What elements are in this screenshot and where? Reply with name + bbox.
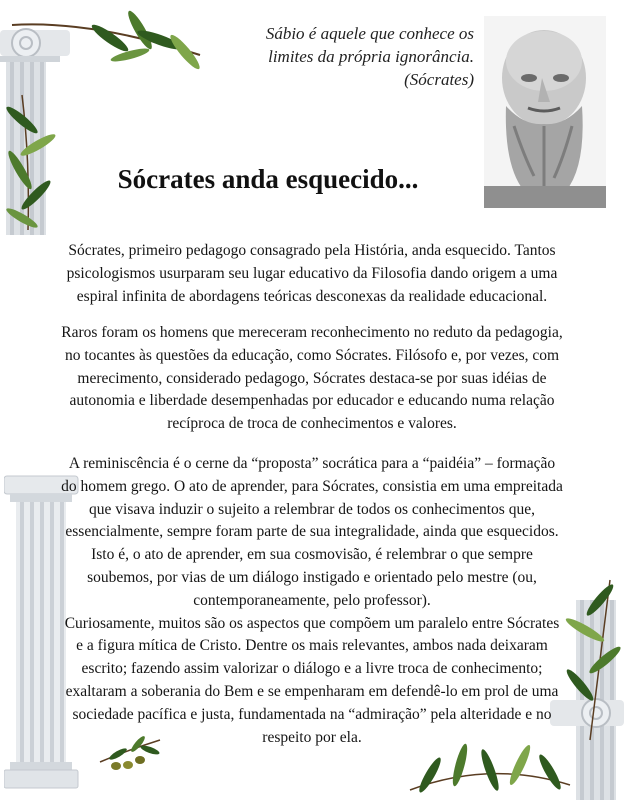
top-left-column-decoration [0, 0, 215, 240]
quote-author: (Sócrates) [404, 70, 474, 89]
text-line: do homem grego. O ato de aprender, para Sócrates, consistia em uma empreitada [61, 477, 563, 495]
text-line: respeito por ela. [262, 728, 362, 746]
paragraph-intro [18, 240, 606, 308]
text-line: merecimento, considerado pedagogo, Sócrates destaca-se por suas idéias de [77, 369, 547, 387]
text-line: recíproca de troca de conhecimentos e valores. [167, 415, 457, 433]
page-title: Sócrates anda esquecido... [117, 164, 419, 194]
text-line: psicologismos usurparam seu lugar educativo da Filosofia dando origem a uma [66, 264, 558, 282]
text-line: essencialmente, sempre foram parte de sua integralidade, ainda que esquecidos. [65, 523, 559, 541]
text-line: contemporaneamente, pelo professor). [193, 591, 431, 609]
text-line: Curiosamente, muitos são os aspectos que compõem um paralelo entre Sócrates [64, 614, 560, 632]
text-line: sociedade pacífica e justa, fundamentada na “admiração” pela alteridade e no [72, 705, 552, 723]
text-line: Sócrates, primeiro pedagogo consagrado pela História, anda esquecido. Tantos [68, 242, 556, 259]
text-line: Raros foram os homens que mereceram reconhecimento no reduto da pedagogia, [61, 324, 563, 341]
paragraph-pedagogy [18, 322, 606, 436]
epigraph-quote [200, 22, 474, 91]
text-line: escrito; fazendo assim valorizar o diálogo e a livre troca de conhecimento; [81, 660, 543, 678]
text-line: Isto é, o ato de aprender, em sua cosmovisão, é relembrar o que sempre [91, 546, 533, 564]
text-line: A reminiscência é o cerne da “proposta” socrática para a “paidéia” – formação [68, 455, 556, 472]
paragraph-reminiscence [18, 453, 606, 749]
text-line: que visava induzir o sujeito a relembrar de todos os conhecimentos que, [89, 500, 535, 518]
text-line: soubemos, por vias de um diálogo instigado e orientado pelo mestre (ou, [87, 568, 537, 586]
text-line: autonomia e liberdade desempenhadas por educador e educando numa relação [69, 392, 555, 410]
quote-line: Sábio é aquele que conhece os [265, 24, 474, 43]
text-line: exaltaram a soberania do Bem e se empenharam em defendê-lo em prol de uma [65, 682, 559, 700]
quote-line: limites da própria ignorância. [268, 47, 474, 66]
text-line: espiral infinita de abordagens teóricas desconexas da realidade educacional. [76, 287, 548, 305]
text-line: e a figura mítica de Cristo. Dentre os mais relevantes, ambos nada deixaram [76, 637, 548, 655]
text-line: no tocantes às questões da educação, como Sócrates. Filósofo e, por vezes, com [64, 346, 560, 364]
